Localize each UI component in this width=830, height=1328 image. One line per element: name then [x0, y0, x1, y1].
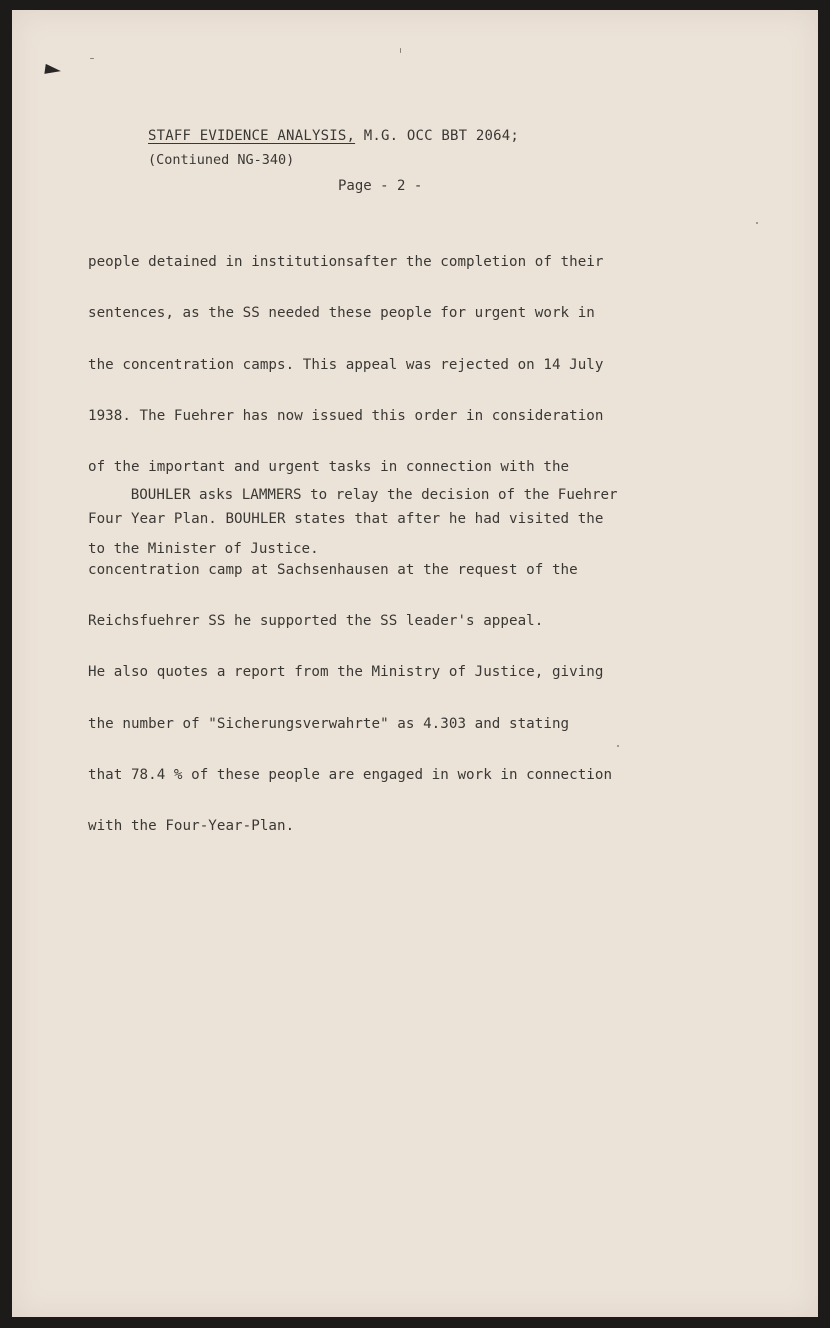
body-line: Reichsfuehrer SS he supported the SS leader's appeal.	[88, 613, 544, 630]
continued-reference: (Contiuned NG-340)	[148, 152, 295, 168]
closing-paragraph	[88, 450, 618, 594]
closing-line: BOUHLER asks LAMMERS to relay the decision of the Fuehrer	[88, 487, 618, 503]
paper-speck	[756, 222, 758, 224]
body-line: the number of "Sicherungsverwahrte" as 4.303 and stating	[88, 715, 570, 732]
paper-speck	[400, 48, 401, 53]
body-line: the concentration camps. This appeal was rejected on 14 July	[88, 356, 604, 373]
body-line: 1938. The Fuehrer has now issued this order in consideration	[88, 408, 604, 425]
body-line: with the Four-Year-Plan.	[88, 818, 295, 835]
arrow-mark-icon	[44, 64, 61, 76]
document-page	[12, 10, 818, 1317]
body-line: Four Year Plan. BOUHLER states that after he had visited the	[88, 510, 604, 527]
header-reference: M.G. OCC BBT 2064;	[355, 128, 520, 144]
body-line: that 78.4 % of these people are engaged in work in connection	[88, 767, 613, 783]
document-header	[148, 128, 519, 144]
paper-speck	[90, 58, 94, 59]
body-line: He also quotes a report from the Ministry of Justice, giving	[88, 664, 604, 681]
body-line: concentration camp at Sachsenhausen at the request of the	[88, 561, 578, 578]
page-number: Page - 2 -	[338, 178, 423, 194]
header-title: STAFF EVIDENCE ANALYSIS,	[148, 128, 356, 144]
body-line: people detained in institutionsafter the completion of their	[88, 254, 604, 271]
body-line: of the important and urgent tasks in connection with the	[88, 459, 570, 476]
paper-speck	[617, 745, 619, 747]
closing-line: to the Minister of Justice.	[88, 541, 319, 557]
body-line: sentences, as the SS needed these people for urgent work in	[88, 305, 595, 322]
